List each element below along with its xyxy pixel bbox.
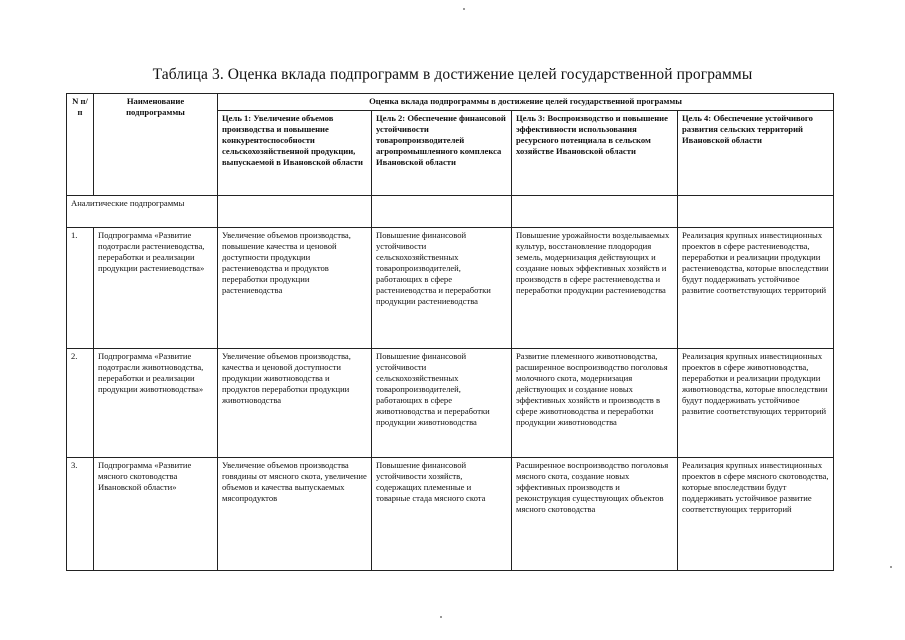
header-row-top	[67, 94, 834, 111]
header-goal-3: Цель 3: Воспроизводство и повышение эффективности использования ресурсного потенциала в сельском хозяйстве Ивановской области	[512, 111, 678, 196]
row-name: Подпрограмма «Развитие подотрасли растениеводства, переработки и реализации продукции растениеводства»	[94, 228, 218, 349]
header-group: Оценка вклада подпрограммы в достижение целей государственной программы	[218, 94, 834, 111]
analytic-label: Аналитические подпрограммы	[67, 196, 218, 228]
header-goal-1: Цель 1: Увеличение объемов производства и повышение конкурентоспособности сельскохозяйственной продукции, выпускаемой в Ивановской области	[218, 111, 372, 196]
row-cell-goal-2: Повышение финансовой устойчивости сельскохозяйственных товаропроизводителей, работающих в сфере животноводства и переработки продукции животноводства	[372, 349, 512, 458]
header-goal-4: Цель 4: Обеспечение устойчивого развития сельских территорий Ивановской области	[678, 111, 834, 196]
header-goal-2: Цель 2: Обеспечение финансовой устойчивости товаропроизводителей агропромышленного комплекса Ивановской области	[372, 111, 512, 196]
page-title: Таблица 3. Оценка вклада подпрограмм в достижение целей государственной программы	[152, 66, 753, 83]
table-cell	[678, 196, 834, 228]
header-name: Наименование подпрограммы	[94, 94, 218, 196]
row-cell-goal-3: Расширенное воспроизводство поголовья мясного скота, создание новых эффективных производств и реконструкция существующих объектов мясного скотоводства	[512, 458, 678, 571]
table-cell	[372, 196, 512, 228]
subprogram-table	[66, 93, 834, 571]
row-num: 2.	[67, 349, 94, 458]
header-num: N п/п	[67, 94, 94, 196]
row-name: Подпрограмма «Развитие мясного скотоводства Ивановской области»	[94, 458, 218, 571]
table-row	[67, 458, 834, 571]
analytic-row	[67, 196, 834, 228]
table-cell	[218, 196, 372, 228]
row-cell-goal-1: Увеличение объемов производства, качества и ценовой доступности продукции животноводства и продуктов переработки продукции животноводства	[218, 349, 372, 458]
row-cell-goal-4: Реализация крупных инвестиционных проектов в сфере мясного скотоводства, которые впоследствии будут поддерживать устойчивое развитие соответствующих территорий	[678, 458, 834, 571]
row-num: 1.	[67, 228, 94, 349]
row-cell-goal-1: Увеличение объемов производства, повышение качества и ценовой доступности продукции растениеводства и продуктов переработки продукции растениеводства	[218, 228, 372, 349]
table-cell	[512, 196, 678, 228]
row-cell-goal-2: Повышение финансовой устойчивости хозяйств, содержащих племенные и товарные стада мясного скота	[372, 458, 512, 571]
row-name: Подпрограмма «Развитие подотрасли животноводства, переработки и реализации продукции животноводства»	[94, 349, 218, 458]
row-cell-goal-3: Повышение урожайности возделываемых культур, восстановление плодородия земель, модернизация действующих и создание новых эффективных хозяйств и производств в сфере растениеводства и переработки продукции растениеводства	[512, 228, 678, 349]
row-cell-goal-4: Реализация крупных инвестиционных проектов в сфере животноводства, переработки и реализации продукции животноводства, которые впоследствии будут поддерживать устойчивое развитие соответствующих территорий	[678, 349, 834, 458]
table-row	[67, 349, 834, 458]
table-row	[67, 228, 834, 349]
scan-speck	[890, 566, 892, 568]
row-num: 3.	[67, 458, 94, 571]
scan-speck	[440, 616, 442, 618]
row-cell-goal-1: Увеличение объемов производства говядины от мясного скота, увеличение объемов и качества выпускаемых мясопродуктов	[218, 458, 372, 571]
scan-speck	[463, 8, 465, 10]
row-cell-goal-3: Развитие племенного животноводства, расширенное воспроизводство поголовья молочного скота, модернизация действующих и создание новых эффективных хозяйств и производств в сфере животноводства и переработки продукции животноводства	[512, 349, 678, 458]
row-cell-goal-4: Реализация крупных инвестиционных проектов в сфере растениеводства, переработки и реализации продукции растениеводства, которые впоследствии будут поддерживать устойчивое развитие соответствующих территорий	[678, 228, 834, 349]
row-cell-goal-2: Повышение финансовой устойчивости сельскохозяйственных товаропроизводителей, работающих в сфере растениеводства и переработки продукции растениеводства	[372, 228, 512, 349]
